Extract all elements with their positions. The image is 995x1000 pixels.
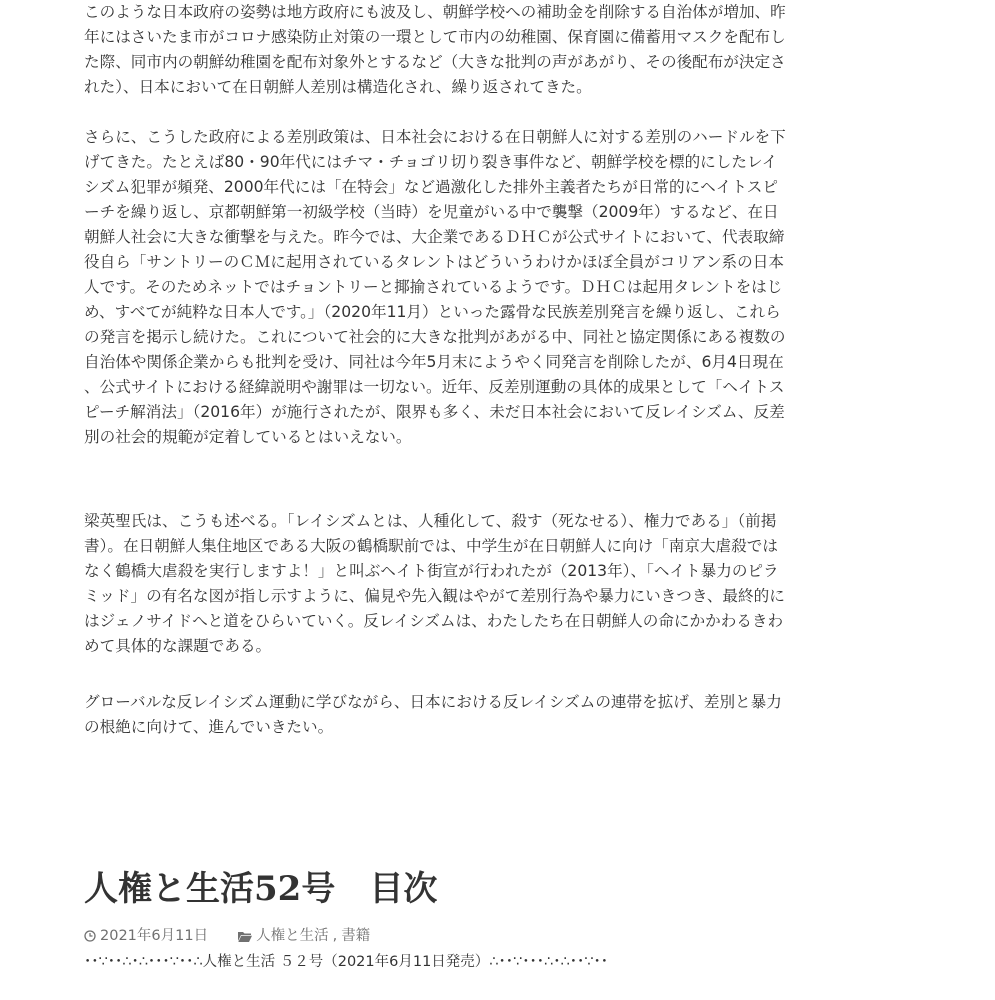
category-separator: , (332, 928, 338, 944)
article-paragraph: 梁英聖氏は、こうも述べる。「レイシズムとは、人種化して、殺す（死なせる）、権力である」（前掲書）。在日朝鮮人集住地区である大阪の鶴橋駅前では、中学生が在日朝鮮人に向け「南京大虐殺ではなく鶴橋大虐殺を実行しますよ！」と叫ぶヘイト街宣が行われたが（2013年）、「ヘイト暴力のピラミッド」の有名な図が指し示すように、偏見や先入観はやがて差別行為や暴力にいきつき、最終的にはジェノサイドへと道をひらいていく。反レイシズムは、わたしたち在日朝鮮人の命にかかわるきわめて具体的な課題である。 (84, 512, 785, 655)
category-link[interactable]: 人権と生活 (256, 928, 329, 944)
post-title-link[interactable]: 人権と生活52号 目次 (84, 869, 438, 909)
post-categories (238, 926, 370, 946)
post-excerpt: ･･∵･･∴･∴･･･∵･･∴人権と生活 ５２号（2021年6月11日発売）∴･･∵･･･∴･∴･･∵･･ (84, 954, 608, 970)
article-paragraph: グローバルな反レイシズム運動に学びながら、日本における反レイシズムの連帯を拡げ、差別と暴力の根絶に向けて、進んでいきたい。 (84, 693, 782, 736)
post-date-text[interactable]: 2021年6月11日 (100, 928, 209, 944)
post-meta (84, 926, 370, 946)
clock-icon (84, 930, 96, 942)
post-date[interactable] (84, 926, 208, 946)
folder-icon (238, 931, 252, 942)
category-link[interactable]: 書籍 (341, 928, 371, 944)
article-paragraph: このような日本政府の姿勢は地方政府にも波及し、朝鮮学校への補助金を削除する自治体が増加、昨年にはさいたま市がコロナ感染防止対策の一環として市内の幼稚園、保育園に備蓄用マスクを配布した際、同市内の朝鮮幼稚園を配布対象外とするなど（大きな批判の声があがり、その後配布が決定された）、日本において在日朝鮮人差別は構造化され、繰り返されてきた。 (84, 3, 786, 96)
article-paragraph: さらに、こうした政府による差別政策は、日本社会における在日朝鮮人に対する差別のハードルを下げてきた。たとえば80・90年代にはチマ・チョゴリ切り裂き事件など、朝鮮学校を標的にしたレイシズム犯罪が頻発、2000年代には「在特会」など過激化した排外主義者たちが日常的にヘイトスピーチを繰り返し、京都朝鮮第一初級学校（当時）を児童がいる中で襲撃（2009年）するなど、在日朝鮮人社会に大きな衝撃を与えた。昨今では、大企業であるＤＨＣが公式サイトにおいて、代表取締役自ら「サントリーのＣＭに起用されているタレントはどういうわけかほぼ全員がコリアン系の日本人です。そのためネットではチョントリーと揶揄されているようです。ＤＨＣは起用タレントをはじめ、すべてが純粋な日本人です。」（2020年11月）といった露骨な民族差別発言を繰り返し、これらの発言を掲示し続けた。これについて社会的に大きな批判があがる中、同社と協定関係にある複数の自治体や関係企業からも批判を受け、同社は今年5月末にようやく同発言を削除したが、6月4日現在、公式サイトにおける経緯説明や謝罪は一切ない。近年、反差別運動の具体的成果として「ヘイトスピーチ解消法」（2016年）が施行されたが、限界も多く、未だ日本社会において反レイシズム、反差別の社会的規範が定着しているとはいえない。 (84, 128, 786, 446)
